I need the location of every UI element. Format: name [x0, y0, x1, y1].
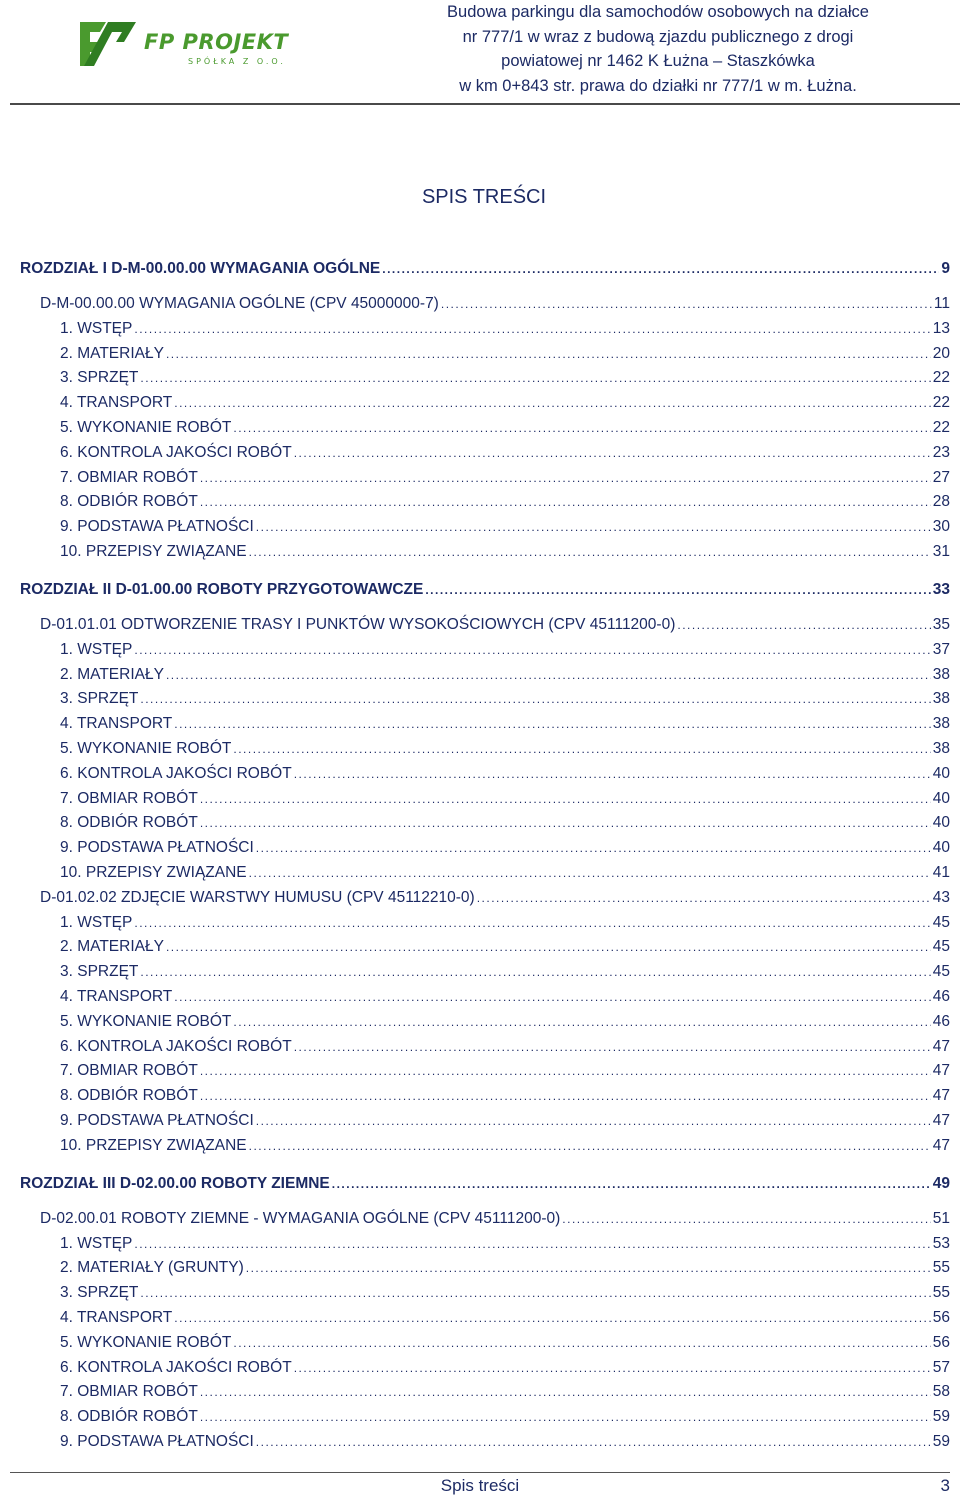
toc-entry-page: 38 [932, 715, 950, 733]
toc-entry-page: 20 [932, 344, 950, 362]
toc-entry-page: 43 [932, 888, 950, 906]
toc-entry[interactable] [60, 1407, 950, 1427]
toc-leader-dots [233, 1012, 930, 1032]
toc-leader-dots [256, 517, 931, 537]
toc-entry[interactable] [60, 987, 950, 1007]
toc-leader-dots [294, 1037, 931, 1057]
toc-entry-label: 3. SPRZĘT [60, 1284, 139, 1302]
toc-entry-page: 47 [932, 1112, 950, 1129]
toc-entry-page: 45 [932, 938, 950, 956]
toc-entry-label: 3. SPRZĘT [60, 690, 139, 708]
toc-entry[interactable] [60, 1086, 950, 1106]
toc-entry[interactable] [60, 962, 950, 982]
toc-entry-label: D-01.01.01 ODTWORZENIE TRASY I PUNKTÓW WYSOKOŚCIOWYCH (CPV 45111200-0) [40, 616, 676, 633]
project-line: nr 777/1 w wraz z budową zjazdu publicznego z drogi [462, 27, 854, 46]
toc-entry-label: 4. TRANSPORT [60, 715, 173, 733]
toc-leader-dots [246, 1258, 931, 1278]
toc-leader-dots [166, 937, 931, 957]
toc-entry-page: 37 [932, 640, 950, 658]
page-header [0, 0, 960, 106]
toc-entry-label: 3. SPRZĘT [60, 963, 139, 981]
toc-leader-dots [134, 640, 930, 660]
toc-entry[interactable] [60, 640, 950, 660]
toc-entry-label: ROZDZIAŁ I D-M-00.00.00 WYMAGANIA OGÓLNE [20, 260, 381, 277]
toc-entry-page: 55 [932, 1259, 950, 1277]
toc-entry[interactable] [60, 764, 950, 784]
toc-entry-label: 7. OBMIAR ROBÓT [60, 1062, 198, 1080]
toc-leader-dots [200, 468, 931, 488]
toc-entry[interactable] [60, 739, 950, 759]
toc-leader-dots [249, 542, 931, 562]
toc-entry-label: 9. PODSTAWA PŁATNOŚCI [60, 839, 254, 857]
toc-entry[interactable] [60, 1012, 950, 1032]
toc-entry-page: 47 [932, 1087, 950, 1105]
toc-leader-dots [294, 1358, 931, 1378]
project-line: w km 0+843 str. prawa do działki nr 777/1 w m. Łużna. [459, 76, 857, 95]
toc-leader-dots [174, 1308, 930, 1328]
toc-entry-page: 38 [932, 665, 950, 683]
toc-entry[interactable] [60, 492, 950, 512]
toc-entry-label: 1. WSTĘP [60, 319, 133, 337]
project-title [408, 0, 908, 98]
toc-entry[interactable] [40, 294, 950, 314]
toc-leader-dots [562, 1209, 930, 1229]
toc-leader-dots [249, 1136, 931, 1156]
toc-leader-dots [166, 344, 931, 364]
project-line: Budowa parkingu dla samochodów osobowych na działce [447, 3, 869, 21]
toc-entry-label: 8. ODBIÓR ROBÓT [60, 814, 198, 832]
toc-leader-dots [134, 913, 930, 933]
toc-entry-label: 6. KONTROLA JAKOŚCI ROBÓT [60, 1358, 292, 1376]
toc-leader-dots [441, 294, 932, 314]
toc-entry[interactable] [60, 689, 950, 709]
toc-entry[interactable] [60, 913, 950, 933]
toc-entry-page: 28 [932, 493, 950, 511]
toc-entry-page: 22 [932, 419, 950, 436]
toc-entry[interactable] [60, 368, 950, 388]
toc-entry-page: 41 [932, 864, 950, 881]
toc-leader-dots [200, 1407, 931, 1427]
toc-entry-label: D-01.02.02 ZDJĘCIE WARSTWY HUMUSU (CPV 45112210-0) [40, 888, 475, 906]
toc-entry-page: 35 [932, 616, 950, 633]
toc-entry-page: 56 [932, 1309, 950, 1326]
toc-entry-label: 6. KONTROLA JAKOŚCI ROBÓT [60, 443, 292, 461]
toc-entry-page: 59 [932, 1433, 950, 1450]
toc-entry-label: 2. MATERIAŁY (GRUNTY) [60, 1259, 244, 1277]
toc-entry-label: 5. WYKONANIE ROBÓT [60, 740, 232, 757]
toc-entry-label: 10. PRZEPISY ZWIĄZANE [60, 1136, 247, 1154]
toc-leader-dots [166, 665, 931, 685]
toc-entry[interactable] [60, 393, 950, 413]
toc-leader-dots [174, 987, 930, 1007]
toc-entry-label: 10. PRZEPISY ZWIĄZANE [60, 543, 247, 560]
toc-entry[interactable] [40, 1209, 950, 1229]
toc-entry-page: 40 [932, 789, 950, 807]
toc-leader-dots [477, 888, 931, 908]
toc-leader-dots [256, 838, 931, 858]
toc-entry[interactable] [60, 443, 950, 463]
toc-entry-page: 45 [932, 913, 950, 931]
toc-entry[interactable] [60, 1111, 950, 1131]
toc-entry[interactable] [60, 319, 950, 339]
toc-entry[interactable] [40, 888, 950, 908]
toc-entry-label: 3. SPRZĘT [60, 369, 139, 387]
toc-entry[interactable] [60, 542, 950, 562]
toc-entry-label: 4. TRANSPORT [60, 1309, 173, 1326]
toc-entry-label: D-M-00.00.00 WYMAGANIA OGÓLNE (CPV 45000000-7) [40, 295, 439, 312]
toc-entry-page: 30 [932, 518, 950, 536]
toc-entry-page: 11 [933, 295, 950, 312]
toc-entry-page: 40 [932, 764, 950, 782]
toc-entry[interactable] [60, 665, 950, 685]
toc-entry-page: 31 [932, 543, 950, 560]
toc-entry-page: 40 [932, 839, 950, 857]
toc-entry-page: 51 [932, 1209, 950, 1227]
logo-text: FP PROJEKT [144, 30, 289, 54]
toc-entry[interactable] [60, 789, 950, 809]
toc-leader-dots [200, 492, 931, 512]
toc-entry[interactable] [60, 863, 950, 883]
toc-leader-dots [140, 689, 930, 709]
toc-entry-page: 53 [932, 1234, 950, 1252]
toc-leader-dots [134, 1234, 930, 1254]
toc-entry[interactable] [60, 813, 950, 833]
toc-leader-dots [233, 1333, 930, 1353]
toc-entry-page: 56 [932, 1333, 950, 1351]
toc-entry[interactable] [60, 1258, 950, 1278]
toc-entry[interactable] [60, 1283, 950, 1303]
toc-entry-page: 47 [932, 1136, 950, 1154]
toc-leader-dots [140, 962, 930, 982]
toc-entry-label: ROZDZIAŁ III D-02.00.00 ROBOTY ZIEMNE [20, 1174, 330, 1192]
logo-subtext: SPÓŁKA Z O.O. [188, 57, 286, 66]
toc-entry[interactable] [60, 344, 950, 364]
toc-entry[interactable] [60, 418, 950, 438]
toc-title: SPIS TREŚCI [421, 186, 547, 208]
toc-entry-page: 38 [932, 690, 950, 708]
header-divider [10, 103, 960, 105]
toc-entry-label: 8. ODBIÓR ROBÓT [60, 493, 198, 511]
toc-leader-dots [174, 393, 930, 413]
toc-leader-dots [425, 580, 930, 600]
toc-entry-label: 5. WYKONANIE ROBÓT [60, 419, 232, 436]
toc-entry[interactable] [60, 1234, 950, 1254]
toc-entry-label: 7. OBMIAR ROBÓT [60, 1383, 198, 1401]
toc-entry[interactable] [60, 1308, 950, 1328]
toc-entry-page: 22 [932, 369, 950, 387]
toc-entry[interactable] [60, 517, 950, 537]
toc-entry[interactable] [60, 937, 950, 957]
toc-entry-label: 5. WYKONANIE ROBÓT [60, 1333, 232, 1351]
toc-leader-dots [332, 1174, 931, 1194]
toc-entry-page: 47 [932, 1062, 950, 1080]
toc-leader-dots [200, 1382, 931, 1402]
toc-chapter-entry[interactable] [20, 580, 950, 600]
toc-entry-page: 46 [932, 1012, 950, 1030]
toc-entry-page: 40 [932, 814, 950, 832]
toc-entry-label: 1. WSTĘP [60, 913, 133, 931]
toc-leader-dots [140, 368, 930, 388]
toc-entry-label: 7. OBMIAR ROBÓT [60, 468, 198, 486]
project-line: powiatowej nr 1462 K Łużna – Staszkówka [501, 52, 815, 70]
toc-leader-dots [256, 1111, 931, 1131]
toc-entry-page: 58 [932, 1383, 950, 1401]
toc-entry[interactable] [60, 1432, 950, 1452]
toc-entry-page: 13 [932, 319, 950, 337]
toc-entry-label: 9. PODSTAWA PŁATNOŚCI [60, 518, 254, 536]
toc-entry-label: 1. WSTĘP [60, 1234, 133, 1252]
toc-entry-page: 27 [932, 468, 950, 486]
toc-leader-dots [294, 443, 931, 463]
toc-leader-dots [140, 1283, 930, 1303]
toc-entry-label: 2. MATERIAŁY [60, 344, 164, 362]
toc-entry-page: 59 [932, 1408, 950, 1426]
toc-leader-dots [256, 1432, 931, 1452]
toc-entry-page: 33 [932, 581, 950, 598]
toc-leader-dots [382, 259, 939, 279]
toc-entry-page: 47 [932, 1037, 950, 1055]
toc-leader-dots [677, 615, 930, 635]
toc-entry-page: 57 [932, 1358, 950, 1376]
toc-entry-label: 5. WYKONANIE ROBÓT [60, 1012, 232, 1030]
toc-leader-dots [249, 863, 931, 883]
toc-entry[interactable] [60, 468, 950, 488]
toc-entry[interactable] [40, 615, 950, 635]
toc-leader-dots [233, 739, 930, 759]
footer-label: Spis treści [440, 1476, 520, 1495]
toc-chapter-entry[interactable] [20, 1174, 950, 1194]
toc-entry-page: 38 [932, 740, 950, 757]
footer-divider [10, 1472, 950, 1473]
toc-entry-label: 1. WSTĘP [60, 640, 133, 658]
toc-entry-label: 6. KONTROLA JAKOŚCI ROBÓT [60, 1037, 292, 1055]
toc-entry-label: 4. TRANSPORT [60, 988, 173, 1005]
toc-entry-label: 10. PRZEPISY ZWIĄZANE [60, 864, 247, 881]
toc-entry[interactable] [60, 1061, 950, 1081]
toc-entry-page: 45 [932, 963, 950, 981]
toc-entry-label: 4. TRANSPORT [60, 394, 173, 412]
toc-entry[interactable] [60, 838, 950, 858]
toc-leader-dots [200, 789, 931, 809]
toc-entry[interactable] [60, 1382, 950, 1402]
toc-entry-page: 46 [932, 988, 950, 1005]
toc-entry-label: 9. PODSTAWA PŁATNOŚCI [60, 1433, 254, 1450]
toc-entry-label: ROZDZIAŁ II D-01.00.00 ROBOTY PRZYGOTOWAWCZE [20, 581, 424, 598]
toc-entry-label: 7. OBMIAR ROBÓT [60, 789, 198, 807]
toc-entry[interactable] [60, 1136, 950, 1156]
toc-leader-dots [174, 714, 930, 734]
company-logo [78, 14, 328, 74]
page-number: 3 [940, 1476, 950, 1495]
toc-entry[interactable] [60, 1358, 950, 1378]
toc-chapter-entry[interactable] [20, 259, 950, 279]
toc-leader-dots [233, 418, 930, 438]
toc-leader-dots [294, 764, 931, 784]
toc-entry-label: 2. MATERIAŁY [60, 665, 164, 683]
toc-leader-dots [200, 1086, 931, 1106]
toc-entry[interactable] [60, 1037, 950, 1057]
toc-entry-page: 23 [932, 443, 950, 461]
toc-entry-page: 55 [932, 1284, 950, 1302]
toc-entry-page: 22 [932, 394, 950, 412]
toc-leader-dots [200, 813, 931, 833]
toc-entry-label: 2. MATERIAŁY [60, 938, 164, 956]
toc-leader-dots [134, 319, 930, 339]
toc-entry-label: D-02.00.01 ROBOTY ZIEMNE - WYMAGANIA OGÓLNE (CPV 45111200-0) [40, 1209, 561, 1227]
toc-entry-label: 8. ODBIÓR ROBÓT [60, 1408, 198, 1426]
toc-entry[interactable] [60, 1333, 950, 1353]
toc-entry[interactable] [60, 714, 950, 734]
toc-entry-page: 49 [932, 1174, 950, 1192]
toc-entry-page: 9 [941, 260, 950, 277]
logo-mark-icon [78, 20, 138, 70]
toc-entry-label: 8. ODBIÓR ROBÓT [60, 1087, 198, 1105]
toc-entry-label: 9. PODSTAWA PŁATNOŚCI [60, 1112, 254, 1129]
toc-entry-label: 6. KONTROLA JAKOŚCI ROBÓT [60, 764, 292, 782]
toc-leader-dots [200, 1061, 931, 1081]
